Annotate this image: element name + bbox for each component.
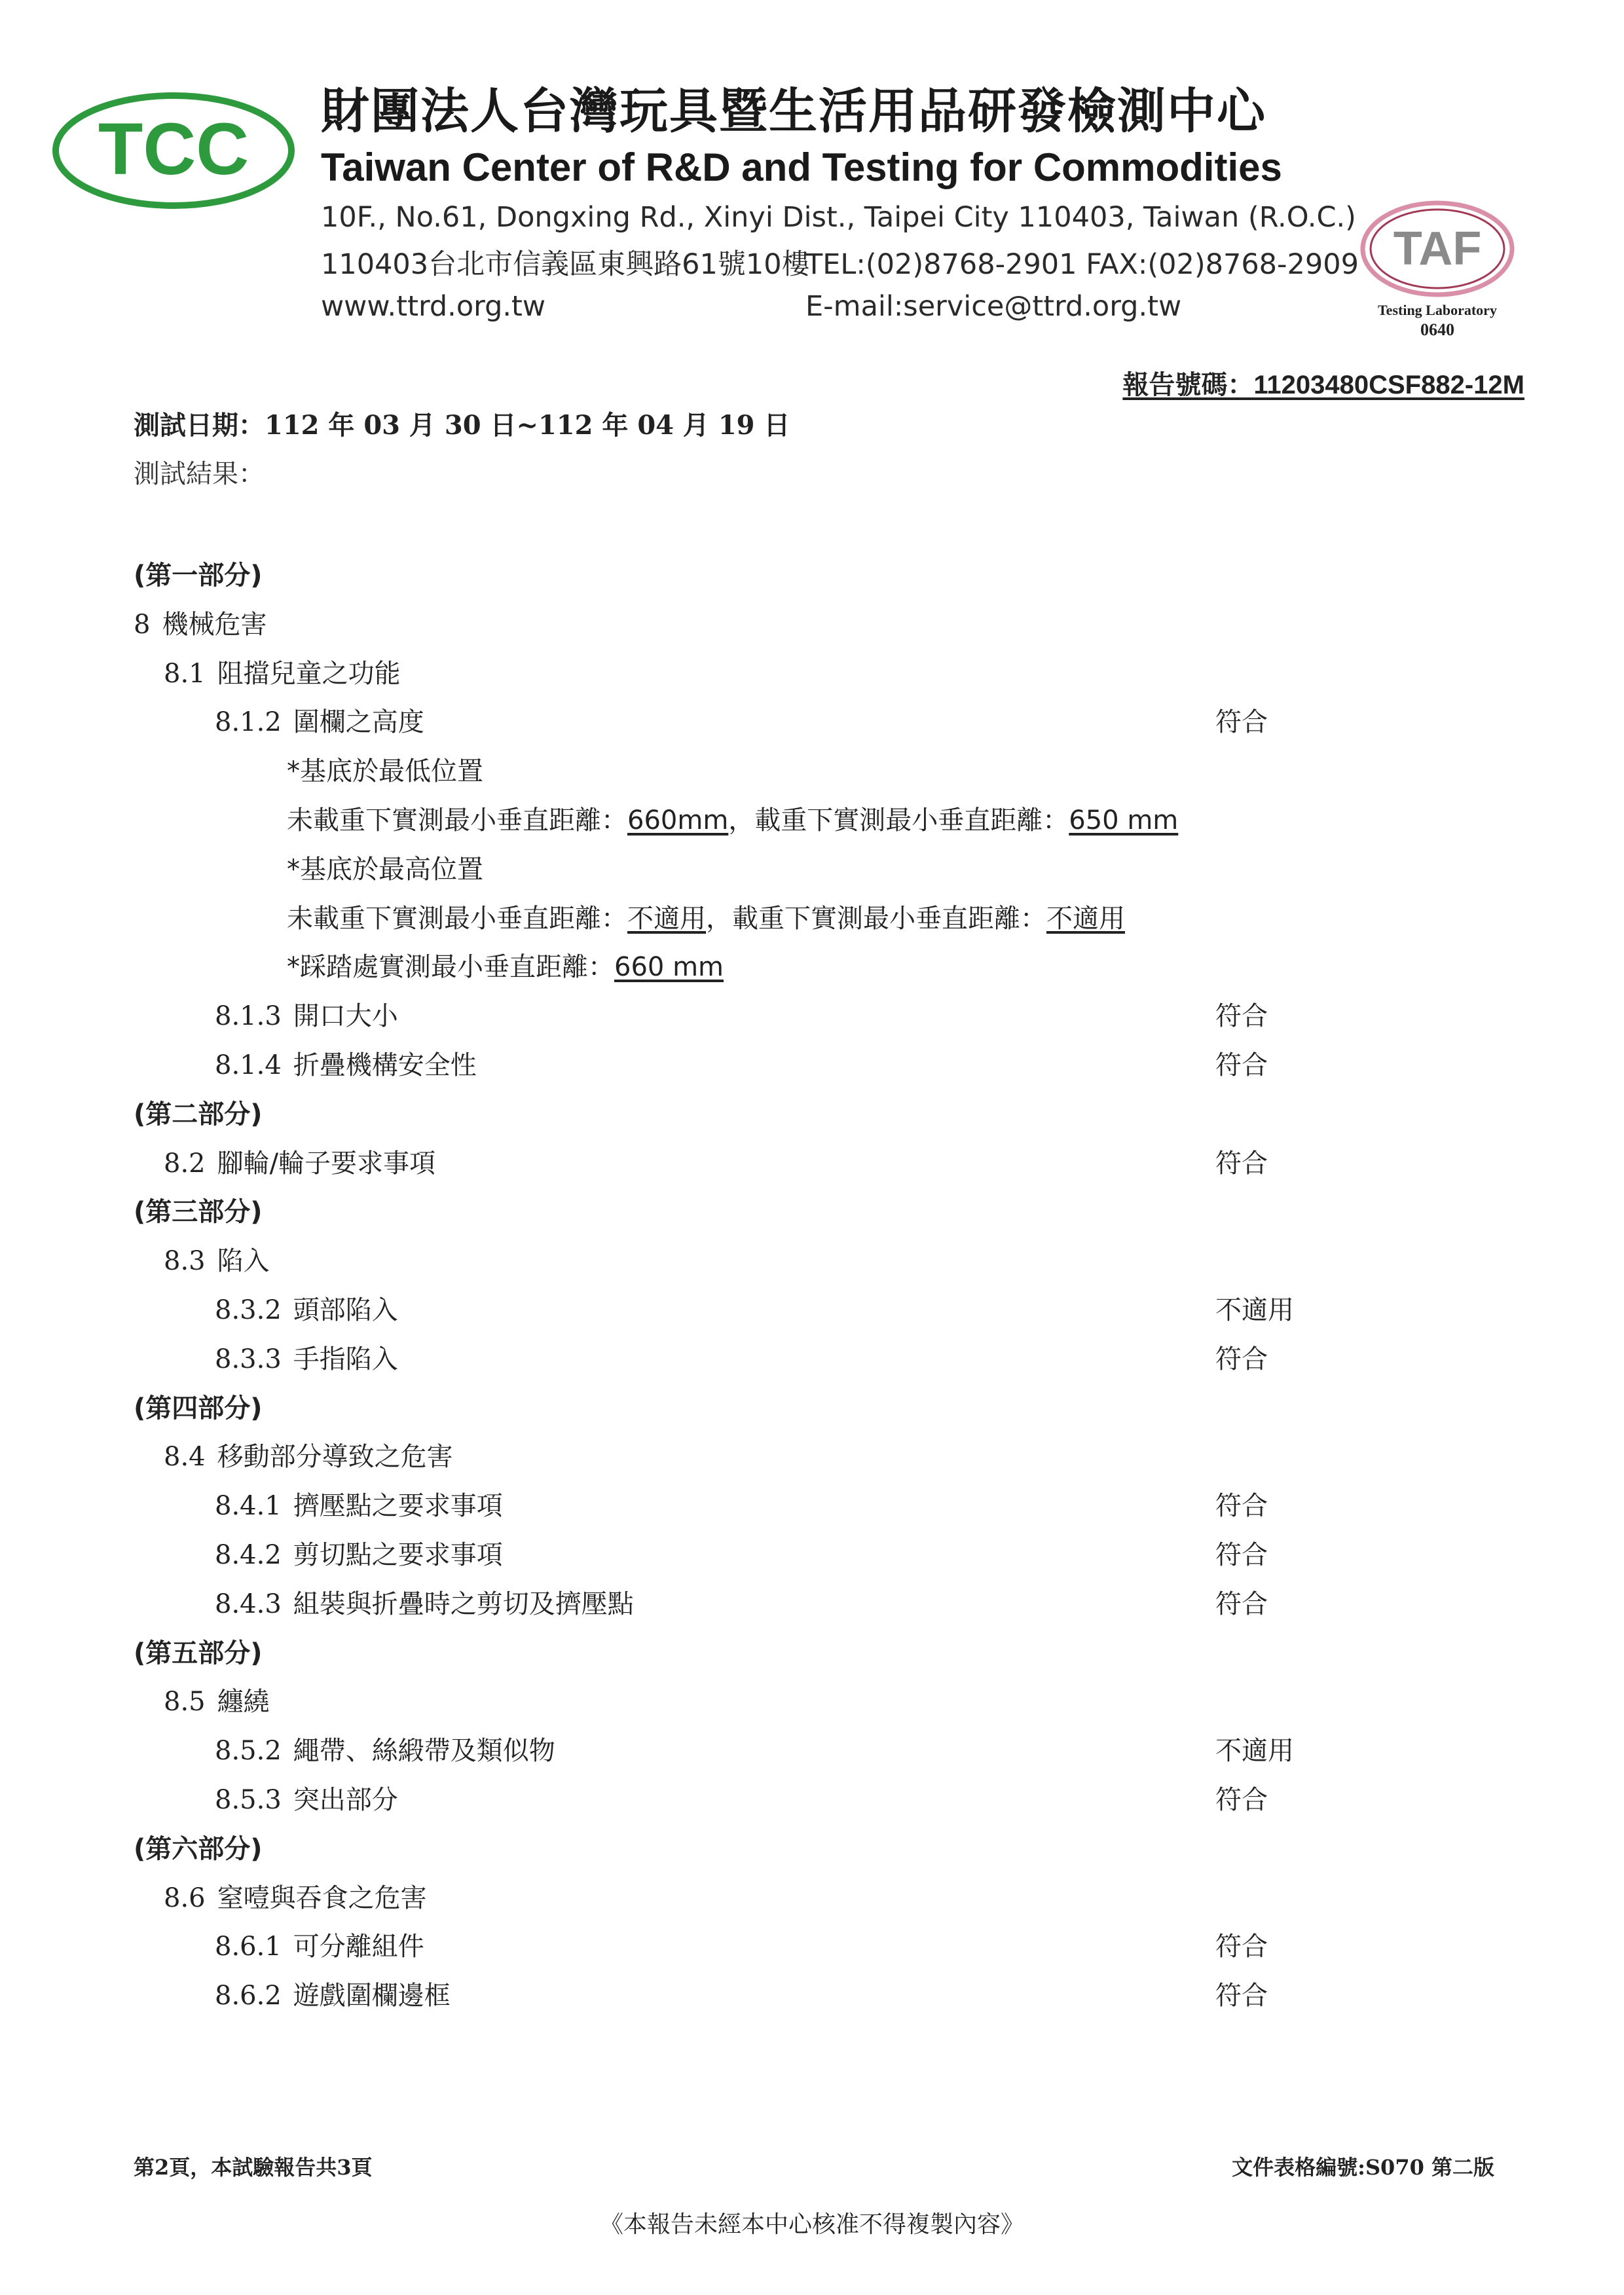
test-item-row [0, 1678, 1624, 1727]
clause-number: 8.5.3 [215, 1784, 282, 1815]
clause-title: 腳輪/輪子要求事項 [217, 1148, 436, 1179]
row-label [215, 1341, 398, 1378]
email-link[interactable]: E-mail:service@ttrd.org.tw [805, 290, 1182, 323]
result-value: 符合 [1215, 1148, 1268, 1179]
row-label [215, 1292, 398, 1329]
test-result-label: 測試結果： [134, 459, 265, 489]
measurement-note: *基底於最高位置 [287, 854, 483, 885]
clause-number: 8.6 [164, 1882, 206, 1913]
clause-number: 8.1.2 [215, 707, 282, 738]
row-label [287, 802, 1178, 839]
measurement-label: 未載重下實測最小垂直距離： [287, 805, 627, 835]
result-value: 符合 [1215, 1981, 1268, 2011]
result-value: 符合 [1215, 1344, 1268, 1374]
row-label [215, 1782, 398, 1818]
clause-number: 8 [134, 609, 151, 640]
result-value: 符合 [1215, 1784, 1268, 1815]
row-label [215, 998, 398, 1035]
measurement-row [0, 943, 1624, 992]
measurement-label: 未載重下實測最小垂直距離： [287, 903, 627, 934]
row-label [134, 606, 267, 643]
section-title: (第五部分) [134, 1638, 263, 1668]
measurement-label: ，載重下實測最小垂直距離： [706, 903, 1046, 934]
test-item-row [0, 1433, 1624, 1482]
test-date: 測試日期：112 年 03 月 30 日~112 年 04 月 19 日 [134, 410, 790, 441]
copy-notice: 《本報告未經本中心核准不得複製內容》 [599, 2211, 1024, 2238]
tel-fax: TEL:(02)8768-2901 FAX:(02)8768-2909 [805, 248, 1359, 281]
row-label [215, 1586, 634, 1623]
clause-title: 擠壓點之要求事項 [293, 1491, 503, 1522]
measured-value: 不適用 [1046, 903, 1125, 934]
section-heading [0, 1384, 1624, 1433]
website-link[interactable]: www.ttrd.org.tw [321, 290, 546, 323]
row-label [215, 1977, 451, 2014]
clause-number: 8.5 [164, 1687, 206, 1717]
result-value: 符合 [1215, 1050, 1268, 1080]
result-value: 符合 [1215, 1588, 1268, 1619]
clause-number: 8.4.2 [215, 1539, 282, 1570]
row-label [134, 1635, 263, 1672]
row-label [164, 1439, 453, 1475]
result-value: 符合 [1215, 707, 1268, 738]
clause-number: 8.3 [164, 1246, 206, 1277]
report-number: 報告號碼：11203480CSF882-12M [1122, 371, 1524, 399]
test-item-row [0, 1237, 1624, 1286]
result-value: 符合 [1215, 1491, 1268, 1522]
row-label [215, 1733, 555, 1769]
web-email-line [321, 288, 1323, 325]
result-value: 符合 [1215, 1539, 1268, 1570]
measurement-label: ，載重下實測最小垂直距離： [728, 805, 1069, 835]
row-label [164, 1145, 435, 1182]
row-label [164, 1243, 270, 1279]
test-item-row [0, 1776, 1624, 1825]
measured-value: 650 mm [1069, 805, 1179, 835]
row-label [134, 1096, 263, 1133]
test-item-row [0, 992, 1624, 1041]
test-item-row [0, 698, 1624, 747]
test-item-row [0, 1972, 1624, 2021]
clause-title: 可分離組件 [293, 1932, 424, 1962]
measurement-row [0, 747, 1624, 796]
measurement-label: *踩踏處實測最小垂直距離： [287, 952, 614, 983]
org-name-chinese: 財團法人台灣玩具暨生活用品研發檢測中心 [321, 83, 1266, 139]
test-item-row [0, 1922, 1624, 1972]
page-info: 第2頁，本試驗報告共3頁 [134, 2155, 373, 2180]
clause-title: 繩帶、絲緞帶及類似物 [293, 1736, 555, 1767]
clause-number: 8.3.2 [215, 1294, 282, 1325]
measurement-note: *基底於最低位置 [287, 756, 483, 787]
measurement-row [0, 845, 1624, 894]
clause-number: 8.5.2 [215, 1736, 282, 1767]
clause-number: 8.4.3 [215, 1588, 282, 1619]
row-label [164, 1683, 270, 1720]
test-item-row [0, 1580, 1624, 1629]
taf-lab-number: 0640 [1420, 320, 1454, 339]
row-label [134, 1831, 263, 1867]
test-item-row [0, 600, 1624, 650]
result-value: 符合 [1215, 1001, 1268, 1032]
clause-title: 突出部分 [293, 1784, 398, 1815]
row-label [215, 1047, 477, 1084]
taf-caption: Testing Laboratory [1378, 302, 1497, 318]
measured-value: 660mm [627, 805, 729, 835]
measured-value: 不適用 [627, 903, 706, 934]
address-english: 10F., No.61, Dongxing Rd., Xinyi Dist., Taipei City 110403, Taiwan (R.O.C.) [321, 201, 1356, 234]
row-label [215, 704, 424, 741]
measurement-row [0, 796, 1624, 845]
section-title: (第四部分) [134, 1393, 263, 1423]
section-heading [0, 1090, 1624, 1139]
clause-title: 機械危害 [162, 609, 267, 640]
clause-title: 折疊機構安全性 [293, 1050, 477, 1080]
row-label [215, 1928, 424, 1965]
row-label [287, 851, 483, 888]
clause-number: 8.4.1 [215, 1491, 282, 1522]
clause-title: 纏繞 [217, 1687, 270, 1717]
clause-number: 8.4 [164, 1442, 206, 1473]
row-label [134, 557, 263, 594]
clause-title: 圍欄之高度 [293, 707, 424, 738]
clause-title: 頭部陷入 [293, 1294, 398, 1325]
clause-number: 8.2 [164, 1148, 206, 1179]
clause-number: 8.3.3 [215, 1344, 282, 1374]
row-label [134, 1390, 263, 1427]
result-value: 不適用 [1215, 1736, 1294, 1767]
result-value: 符合 [1215, 1932, 1268, 1962]
clause-title: 剪切點之要求事項 [293, 1539, 503, 1570]
section-title: (第二部分) [134, 1099, 263, 1129]
clause-number: 8.6.1 [215, 1932, 282, 1962]
clause-title: 移動部分導致之危害 [217, 1442, 453, 1473]
test-item-row [0, 1286, 1624, 1335]
clause-title: 陷入 [217, 1246, 270, 1277]
test-item-row [0, 1874, 1624, 1923]
clause-title: 遊戲圍欄邊框 [293, 1981, 451, 2011]
clause-number: 8.6.2 [215, 1981, 282, 2011]
address-chinese: 110403台北市信義區東興路61號10樓 [321, 248, 810, 281]
row-label [164, 655, 401, 692]
organization-info [321, 81, 1359, 325]
clause-number: 8.1.3 [215, 1001, 282, 1032]
test-item-row [0, 1335, 1624, 1384]
clause-title: 組裝與折疊時之剪切及擠壓點 [293, 1588, 634, 1619]
clause-title: 阻擋兒童之功能 [217, 658, 401, 689]
org-name-english: Taiwan Center of R&D and Testing for Commodities [321, 145, 1282, 189]
tcc-logo-text: TCC [98, 108, 249, 190]
row-label [134, 1194, 263, 1230]
section-heading [0, 1629, 1624, 1678]
row-label [164, 1880, 427, 1917]
row-label [215, 1537, 503, 1573]
row-label [287, 753, 483, 790]
test-item-row [0, 1041, 1624, 1090]
section-title: (第六部分) [134, 1833, 263, 1864]
measured-value: 660 mm [614, 952, 724, 983]
tcc-logo [51, 90, 296, 211]
measurement-row [0, 894, 1624, 944]
section-title: (第三部分) [134, 1197, 263, 1228]
clause-title: 窒噎與吞食之危害 [217, 1882, 427, 1913]
taf-accreditation-mark [1342, 196, 1532, 347]
clause-number: 8.1.4 [215, 1050, 282, 1080]
section-heading [0, 1188, 1624, 1237]
clause-title: 開口大小 [293, 1001, 398, 1032]
result-value: 不適用 [1215, 1294, 1294, 1325]
clause-title: 手指陷入 [293, 1344, 398, 1374]
section-title: (第一部分) [134, 560, 263, 591]
section-heading [0, 1825, 1624, 1874]
taf-logo-text: TAF [1393, 223, 1482, 275]
test-item-row [0, 1727, 1624, 1776]
section-heading [0, 551, 1624, 600]
row-label [287, 900, 1125, 937]
test-item-row [0, 1531, 1624, 1580]
test-results-list [0, 551, 1624, 2021]
test-item-row [0, 650, 1624, 699]
form-code: 文件表格編號:S070 第二版 [1232, 2155, 1494, 2180]
clause-number: 8.1 [164, 658, 206, 689]
row-label [215, 1488, 503, 1524]
test-item-row [0, 1482, 1624, 1531]
address-contact-line [321, 241, 1359, 288]
row-label [287, 949, 724, 985]
test-item-row [0, 1139, 1624, 1188]
